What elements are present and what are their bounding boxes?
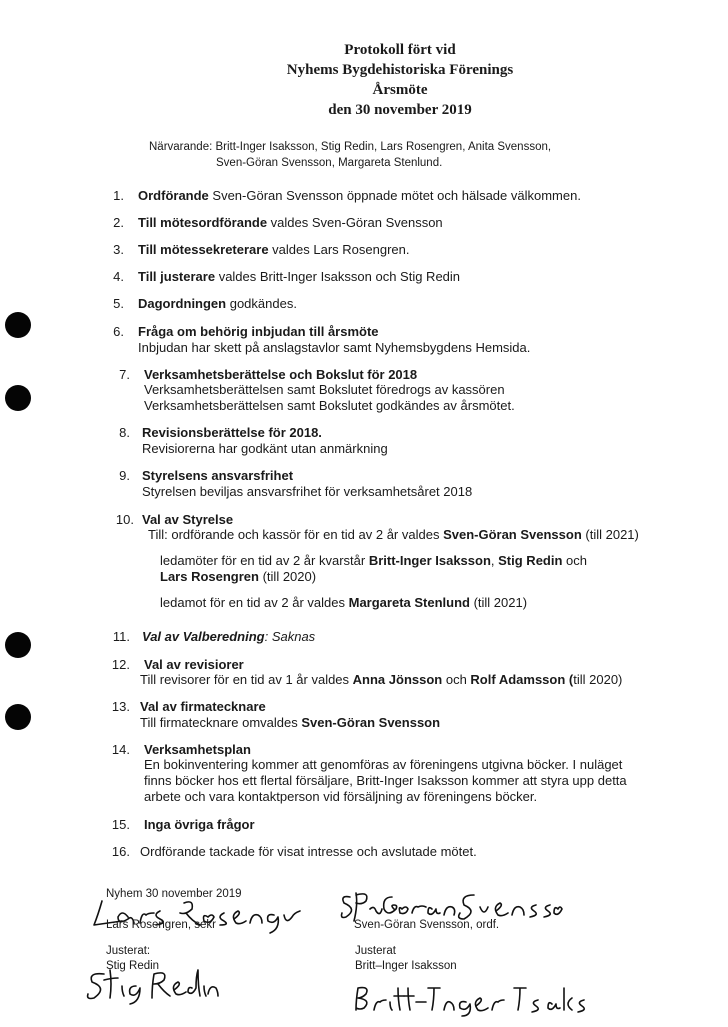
item-2-text: valdes Sven-Göran Svensson <box>267 215 443 230</box>
item-number: 11. <box>112 629 130 644</box>
item-number: 3. <box>113 242 124 257</box>
item-1 <box>138 187 581 204</box>
item-2-bold: Till mötesordförande <box>138 215 268 230</box>
item-9-heading: Styrelsens ansvarsfrihet <box>142 468 294 483</box>
item-14-text-2: finns böcker hos ett flertal försäljare, Britt-Inger Isaksson kommer att styra upp detta <box>144 773 627 788</box>
item-1-text: Sven-Göran Svensson öppnade mötet och hälsade välkommen. <box>208 188 581 203</box>
attendees-line-2: Sven-Göran Svensson, Margareta Stenlund. <box>216 157 443 169</box>
signature-stig-redin <box>82 966 222 1006</box>
item-6-text: Inbjudan har skett på anslagstavlor samt Nyhemsbygdens Hemsida. <box>138 340 531 355</box>
item-10-line-4: ledamot för en tid av 2 år valdes Margareta Stenlund (till 2021) <box>160 595 528 610</box>
item-12-text: Till revisorer för en tid av 1 år valdes Anna Jönsson och Rolf Adamsson (till 2020) <box>140 672 623 687</box>
item-7-heading: Verksamhetsberättelse och Bokslut för 2018 <box>144 367 418 382</box>
item-10-heading: Val av Styrelse <box>142 512 234 527</box>
item-8-text: Revisiorerna har godkänt utan anmärkning <box>142 441 388 456</box>
item-14-text-1: En bokinventering kommer att genomföras av föreningens utgivna böcker. I nuläget <box>144 757 623 772</box>
item-7-text-2: Verksamhetsberättelsen samt Bokslutet godkändes av årsmötet. <box>144 398 515 413</box>
title-line-3: Årsmöte <box>372 82 428 98</box>
item-10-line-3: Lars Rosengren (till 2020) <box>160 569 317 584</box>
item-number: 9. <box>119 468 130 483</box>
item-9-text: Styrelsen beviljas ansvarsfrihet för verksamhetsåret 2018 <box>142 484 473 499</box>
item-3-bold: Till mötessekreterare <box>138 242 269 257</box>
item-10-line-2: ledamöter för en tid av 2 år kvarstår Britt-Inger Isaksson, Stig Redin och <box>160 553 587 568</box>
adjuster-1-label: Justerat: <box>106 945 151 957</box>
item-2 <box>138 214 443 231</box>
item-7-text-1: Verksamhetsberättelsen samt Bokslutet föredrogs av kassören <box>144 382 505 397</box>
item-number: 6. <box>113 324 124 339</box>
item-number: 15. <box>111 817 130 832</box>
signature-britt-inger-isaksson <box>350 982 590 1016</box>
item-number: 16. <box>111 844 130 859</box>
punch-hole-4 <box>5 704 31 730</box>
item-number: 13. <box>111 699 130 714</box>
item-5-text: godkändes. <box>226 296 297 311</box>
attendees-line-1: Närvarande: Britt-Inger Isaksson, Stig Redin, Lars Rosengren, Anita Svensson, <box>149 141 552 153</box>
adjuster-2-name: Britt–Inger Isaksson <box>355 960 457 972</box>
chair-name: Sven-Göran Svensson, ordf. <box>354 919 500 931</box>
item-13-heading: Val av firmatecknare <box>140 699 266 714</box>
adjuster-2-label: Justerat <box>355 945 396 957</box>
item-8-heading: Revisionsberättelse för 2018. <box>142 425 322 440</box>
item-14-heading: Verksamhetsplan <box>144 742 251 757</box>
item-number: 7. <box>119 367 130 382</box>
item-4-text: valdes Britt-Inger Isaksson och Stig Redin <box>215 269 461 284</box>
secretary-name: Lars Rosengren, sekr <box>106 919 216 931</box>
item-5-bold: Dagordningen <box>138 296 227 311</box>
punch-hole-3 <box>5 632 31 658</box>
item-11: Val av Valberedning: Saknas <box>142 629 316 644</box>
item-number: 12. <box>111 657 130 672</box>
title-line-4: den 30 november 2019 <box>328 102 472 118</box>
item-16: Ordförande tackade för visat intresse och avslutade mötet. <box>140 844 477 859</box>
item-3 <box>138 241 409 258</box>
item-number: 1. <box>113 188 124 203</box>
item-4-bold: Till justerare <box>138 269 216 284</box>
item-14-text-3: arbete och vara kontaktperson vid försäljning av föreningens böcker. <box>144 789 538 804</box>
item-15: Inga övriga frågor <box>144 817 255 832</box>
item-number: 14. <box>111 742 130 757</box>
item-number: 2. <box>113 215 124 230</box>
item-3-text: valdes Lars Rosengren. <box>268 242 410 257</box>
item-4 <box>138 268 460 285</box>
item-1-bold: Ordförande <box>138 188 209 203</box>
item-number: 8. <box>119 425 130 440</box>
item-number: 10. <box>115 512 134 527</box>
item-number: 4. <box>113 269 124 284</box>
item-12-heading: Val av revisiorer <box>144 657 244 672</box>
punch-hole-2 <box>5 385 31 411</box>
title-line-1: Protokoll fört vid <box>344 42 456 58</box>
item-number: 5. <box>113 296 124 311</box>
item-5 <box>138 295 297 312</box>
place-date: Nyhem 30 november 2019 <box>106 888 242 900</box>
adjuster-1-name: Stig Redin <box>106 960 160 972</box>
item-6-heading: Fråga om behörig inbjudan till årsmöte <box>138 324 379 339</box>
punch-hole-1 <box>5 312 31 338</box>
item-13-text: Till firmatecknare omvaldes Sven-Göran Svensson <box>140 715 441 730</box>
title-line-2: Nyhems Bygdehistoriska Förenings <box>286 62 514 78</box>
item-10-line-1: Till: ordförande och kassör för en tid av 2 år valdes Sven-Göran Svensson (till 2021) <box>148 527 639 542</box>
